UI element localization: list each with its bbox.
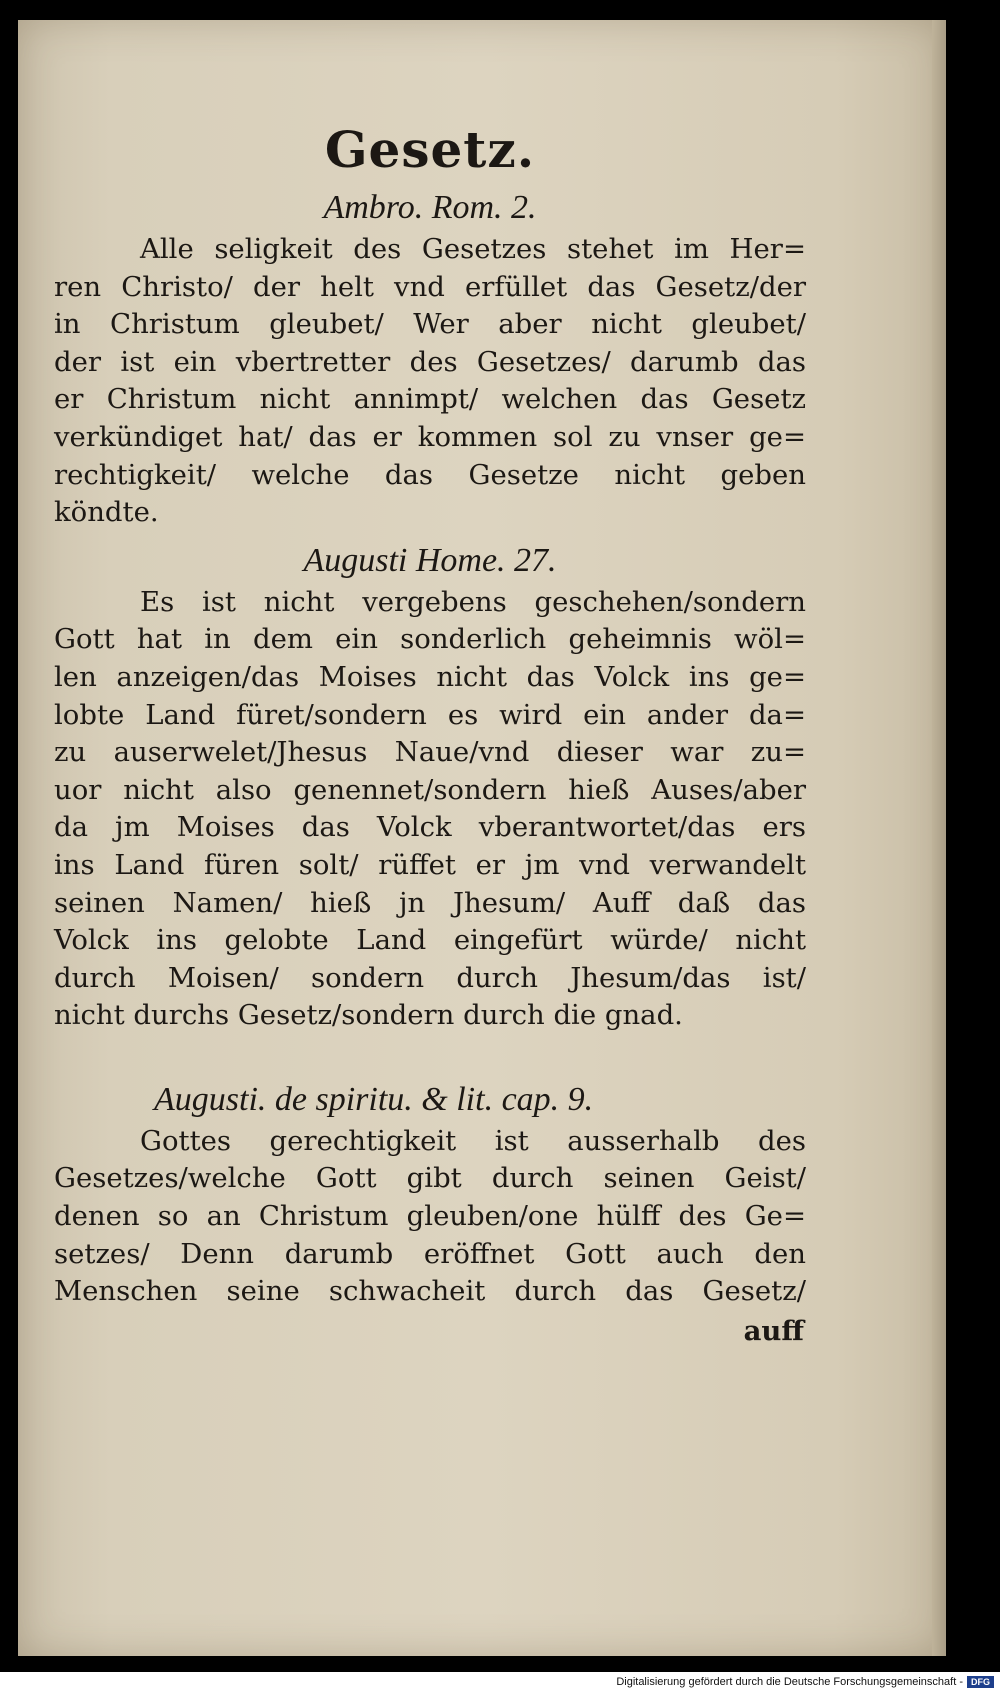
running-title: Gesetz. <box>324 120 536 179</box>
citation-augustinus-spiritu: Augusti. de spiritu. & lit. cap. 9. <box>154 1080 594 1118</box>
citation-augustinus-home: Augusti Home. 27. <box>303 541 557 579</box>
text-line: er Christum nicht annimpt/ welchen das Gesetz <box>54 383 806 416</box>
text-line: ins Land füren solt/ rüffet er jm vnd verwandelt <box>54 848 806 881</box>
catchword: auff <box>743 1314 804 1347</box>
citation-ambrosius: Ambro. Rom. 2. <box>323 189 537 226</box>
text-line: in Christum gleubet/ Wer aber nicht gleubet/ <box>54 308 806 341</box>
text-line: Volck ins gelobte Land eingefürt würde/ nicht <box>54 924 806 957</box>
page-text-block <box>54 120 806 1351</box>
text-line: denen so an Christum gleuben/one hülff des Ge= <box>54 1200 806 1233</box>
paragraph-augustinus-home <box>54 584 806 1035</box>
text-line: lobte Land füret/sondern es wird ein ander da= <box>54 698 806 731</box>
text-line: köndte. <box>54 496 159 529</box>
text-line: len anzeigen/das Moises nicht das Volck ins ge= <box>54 660 806 693</box>
digitization-credit-bar <box>0 1672 1000 1692</box>
text-line: Es ist nicht vergebens geschehen/sondern <box>140 585 806 618</box>
paragraph-augustinus-spiritu <box>54 1123 806 1311</box>
dfg-logo: DFG <box>967 1676 994 1688</box>
paragraph-ambrosius <box>54 231 806 532</box>
text-line: uor nicht also genennet/sondern hieß Auses/aber <box>54 773 806 806</box>
text-line: der ist ein vbertretter des Gesetzes/ darumb das <box>54 345 806 378</box>
text-line: Alle seligkeit des Gesetzes stehet im Her= <box>140 233 806 265</box>
text-line: rechtigkeit/ welche das Gesetze nicht geben <box>54 458 806 491</box>
text-line: Menschen seine schwacheit durch das Gesetz/ <box>54 1275 806 1308</box>
text-line: seinen Namen/ hieß jn Jhesum/ Auff daß das <box>54 886 806 919</box>
section-gap <box>54 532 806 540</box>
text-line: ren Christo/ der helt vnd erfüllet das Gesetz/der <box>54 270 806 303</box>
funding-credit-text: Digitalisierung gefördert durch die Deutsche Forschungsgemeinschaft - <box>616 1676 963 1689</box>
text-line: verkündiget hat/ das er kommen sol zu vnser ge= <box>54 420 806 453</box>
text-line: da jm Moises das Volck vberantwortet/das ers <box>54 811 806 844</box>
text-line: durch Moisen/ sondern durch Jhesum/das ist/ <box>54 961 806 994</box>
text-line: Gesetzes/welche Gott gibt durch seinen Geist/ <box>54 1162 806 1195</box>
text-line: setzes/ Denn darumb eröffnet Gott auch den <box>54 1237 806 1270</box>
book-page <box>18 20 946 1656</box>
text-line: zu auserwelet/Jhesus Naue/vnd dieser war zu= <box>54 736 806 769</box>
text-line: Gottes gerechtigkeit ist ausserhalb des <box>140 1124 806 1157</box>
text-line: Gott hat in dem ein sonderlich geheimnis wöl= <box>54 623 806 656</box>
text-line: nicht durchs Gesetz/sondern durch die gnad. <box>54 999 683 1032</box>
section-gap <box>54 1035 806 1061</box>
